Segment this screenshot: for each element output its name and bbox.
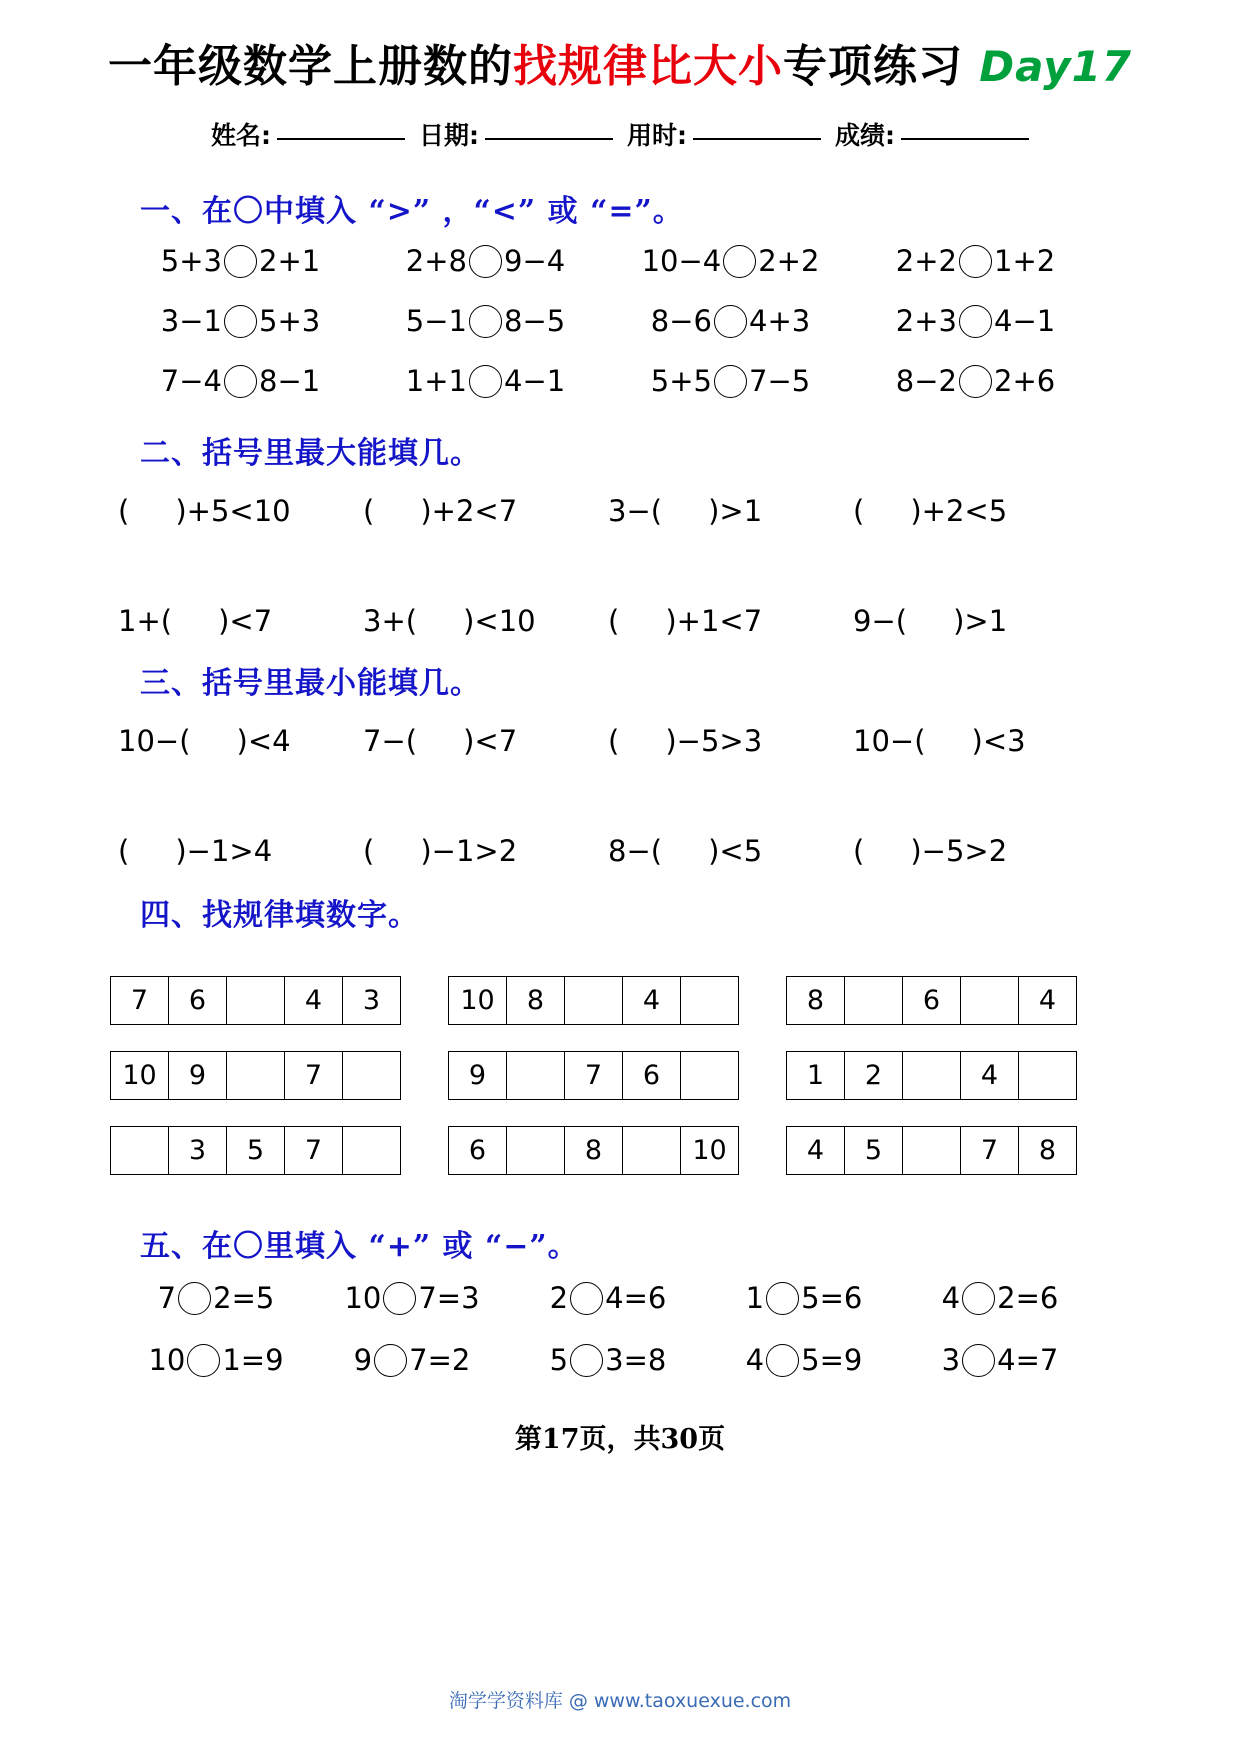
operand-left: 2 [549, 1281, 569, 1315]
expr-prefix: 8−( [608, 834, 663, 868]
pattern-grid-row [0, 1126, 1240, 1175]
operand-left: 3 [941, 1343, 961, 1377]
operand-right: 5=6 [801, 1281, 863, 1315]
answer-circle[interactable] [962, 1344, 995, 1377]
comparison-problem [902, 1281, 1098, 1315]
expr-prefix: 3−( [608, 494, 663, 528]
operand-right: 4=6 [605, 1281, 667, 1315]
operand-right: 5=9 [801, 1343, 863, 1377]
pattern-cell: 8 [565, 1127, 623, 1174]
pattern-cell-blank[interactable] [565, 977, 623, 1024]
operand-left: 10 [344, 1281, 382, 1315]
pattern-cell-blank[interactable] [343, 1052, 400, 1099]
section-4-heading: 四、找规律填数字。 [140, 898, 419, 933]
operand-left: 4 [745, 1343, 765, 1377]
expr-suffix: )<10 [463, 604, 536, 638]
answer-circle[interactable] [469, 305, 502, 338]
section-3-heading: 三、括号里最小能填几。 [140, 666, 481, 701]
answer-circle[interactable] [959, 245, 992, 278]
answer-circle[interactable] [714, 365, 747, 398]
name-field [211, 116, 405, 152]
operand-left: 1+1 [405, 364, 467, 398]
answer-circle[interactable] [570, 1344, 603, 1377]
expr-suffix: )−5>3 [665, 724, 763, 758]
fill-blank-problem [118, 494, 363, 528]
expr-suffix: )−1>4 [175, 834, 273, 868]
expr-prefix: 3+( [363, 604, 418, 638]
pattern-cell-blank[interactable] [227, 977, 285, 1024]
pattern-grid [110, 1126, 401, 1175]
watermark: 淘学学资料库 @ www.taoxuexue.com [448, 1690, 792, 1712]
operand-right: 7=3 [418, 1281, 480, 1315]
date-label: 日期: [419, 121, 479, 150]
pattern-grid [786, 1126, 1077, 1175]
pattern-cell: 6 [903, 977, 961, 1024]
pattern-cell-blank[interactable] [961, 977, 1019, 1024]
expr-suffix: )+1<7 [665, 604, 763, 638]
answer-circle[interactable] [187, 1344, 220, 1377]
pattern-grid [448, 1051, 739, 1100]
operand-right: 2+2 [758, 244, 820, 278]
expr-prefix: ( [118, 494, 130, 528]
pattern-grid [786, 976, 1077, 1025]
comparison-problem [118, 1343, 314, 1377]
time-label: 用时: [627, 121, 687, 150]
fill-blank-problem [853, 724, 1098, 758]
answer-circle[interactable] [766, 1344, 799, 1377]
pattern-cell: 4 [961, 1052, 1019, 1099]
answer-circle[interactable] [374, 1344, 407, 1377]
comparison-problem [853, 304, 1098, 338]
problem-row [0, 364, 1240, 398]
operand-right: 2+6 [994, 364, 1056, 398]
operand-left: 2+8 [405, 244, 467, 278]
pattern-cell: 10 [449, 977, 507, 1024]
comparison-problem [314, 1281, 510, 1315]
pattern-cell: 6 [623, 1052, 681, 1099]
operand-right: 4+3 [749, 304, 811, 338]
section-2 [0, 428, 1240, 638]
expr-suffix: )<5 [708, 834, 763, 868]
answer-circle[interactable] [714, 305, 747, 338]
comparison-problem [608, 244, 853, 278]
answer-circle[interactable] [959, 365, 992, 398]
expr-suffix: )+5<10 [175, 494, 291, 528]
problem-row [0, 1281, 1240, 1315]
fill-blank-problem [608, 834, 853, 868]
operand-right: 9−4 [504, 244, 566, 278]
expr-suffix: )+2<7 [420, 494, 518, 528]
answer-circle[interactable] [766, 1282, 799, 1315]
pattern-cell-blank[interactable] [845, 977, 903, 1024]
expr-suffix: )+2<5 [910, 494, 1008, 528]
comparison-problem [510, 1281, 706, 1315]
fill-blank-problem [118, 604, 363, 638]
section-5 [0, 1221, 1240, 1377]
pattern-cell: 9 [449, 1052, 507, 1099]
section-2-heading: 二、括号里最大能填几。 [140, 436, 481, 471]
answer-circle[interactable] [570, 1282, 603, 1315]
pattern-grid [448, 976, 739, 1025]
operand-left: 7−4 [160, 364, 222, 398]
comparison-problem [706, 1343, 902, 1377]
operand-left: 9 [353, 1343, 373, 1377]
pattern-cell: 10 [111, 1052, 169, 1099]
answer-circle[interactable] [469, 245, 502, 278]
fill-blank-problem [608, 724, 853, 758]
comparison-problem [363, 364, 608, 398]
operand-left: 5+5 [650, 364, 712, 398]
pattern-grid [110, 1051, 401, 1100]
expr-prefix: ( [608, 724, 620, 758]
comparison-problem [853, 244, 1098, 278]
pattern-cell-blank[interactable] [1019, 1052, 1076, 1099]
operand-right: 4−1 [994, 304, 1056, 338]
operand-right: 4−1 [504, 364, 566, 398]
pattern-cell-blank[interactable] [681, 1052, 738, 1099]
pattern-cell: 7 [285, 1052, 343, 1099]
operand-right: 4=7 [997, 1343, 1059, 1377]
operand-left: 7 [157, 1281, 177, 1315]
fill-blank-problem [853, 834, 1098, 868]
name-blank[interactable] [277, 137, 405, 140]
pattern-grid-row [0, 976, 1240, 1025]
score-blank[interactable] [901, 137, 1029, 140]
comparison-problem [118, 1281, 314, 1315]
score-label: 成绩: [835, 121, 895, 150]
fill-blank-problem [363, 494, 608, 528]
expr-suffix: )−1>2 [420, 834, 518, 868]
name-label: 姓名: [211, 121, 271, 150]
student-info-row [0, 116, 1240, 152]
expr-prefix: ( [853, 834, 865, 868]
problem-row [0, 724, 1240, 758]
problem-row [0, 604, 1240, 638]
operand-left: 10 [148, 1343, 186, 1377]
fill-blank-problem [853, 494, 1098, 528]
pattern-cell-blank[interactable] [227, 1052, 285, 1099]
expr-prefix: 1+( [118, 604, 173, 638]
pattern-cell: 4 [285, 977, 343, 1024]
section-1 [0, 186, 1240, 398]
problem-row [0, 244, 1240, 278]
operand-right: 1=9 [222, 1343, 284, 1377]
problem-row [0, 494, 1240, 528]
pattern-cell: 6 [449, 1127, 507, 1174]
operand-left: 4 [941, 1281, 961, 1315]
score-field [835, 116, 1029, 152]
pattern-cell: 8 [1038, 1135, 1057, 1166]
pattern-cell-blank[interactable] [623, 1127, 681, 1174]
operand-left: 8−6 [650, 304, 712, 338]
fill-blank-problem [853, 604, 1098, 638]
pattern-cell: 7 [285, 1127, 343, 1174]
expr-suffix: )>1 [708, 494, 763, 528]
expr-suffix: )<4 [236, 724, 291, 758]
operand-right: 7−5 [749, 364, 811, 398]
title-part-1: 一年级数学上册数的 [107, 41, 513, 92]
pattern-grid [448, 1126, 739, 1175]
comparison-problem [118, 364, 363, 398]
comparison-problem [608, 364, 853, 398]
pattern-cell-blank[interactable] [507, 1127, 565, 1174]
pattern-cell: 2 [845, 1052, 903, 1099]
expr-prefix: 7−( [363, 724, 418, 758]
section-5-heading: 五、在〇里填入 “+” 或 “−”。 [140, 1229, 579, 1264]
page-number: 第17页，共30页 [514, 1424, 726, 1455]
pattern-cell: 3 [362, 985, 381, 1016]
problem-row [0, 1343, 1240, 1377]
pattern-grid [110, 976, 401, 1025]
pattern-cell: 7 [565, 1052, 623, 1099]
page-title [0, 0, 1240, 94]
title-day-badge: Day17 [979, 42, 1133, 91]
pattern-grid-row [0, 1051, 1240, 1100]
pattern-cell-blank[interactable] [903, 1127, 961, 1174]
expr-suffix: )<7 [463, 724, 518, 758]
pattern-cell: 7 [111, 977, 169, 1024]
expr-prefix: ( [118, 834, 130, 868]
date-blank[interactable] [485, 137, 613, 140]
operand-right: 2=5 [213, 1281, 275, 1315]
operand-left: 5+3 [160, 244, 222, 278]
pattern-cell: 8 [787, 977, 845, 1024]
time-field [627, 116, 821, 152]
fill-blank-problem [118, 834, 363, 868]
fill-blank-problem [118, 724, 363, 758]
answer-circle[interactable] [383, 1282, 416, 1315]
operand-left: 3−1 [160, 304, 222, 338]
operand-right: 1+2 [994, 244, 1056, 278]
title-part-2: 专项练习 [782, 41, 963, 92]
operand-left: 10−4 [641, 244, 722, 278]
comparison-problem [510, 1343, 706, 1377]
answer-circle[interactable] [469, 365, 502, 398]
operand-right: 8−5 [504, 304, 566, 338]
pattern-cell: 10 [692, 1135, 727, 1166]
operand-left: 5 [549, 1343, 569, 1377]
operand-right: 7=2 [409, 1343, 471, 1377]
title-part-highlight: 找规律比大小 [512, 41, 783, 92]
expr-prefix: ( [363, 834, 375, 868]
operand-left: 2+3 [895, 304, 957, 338]
comparison-problem [118, 244, 363, 278]
fill-blank-problem [363, 604, 608, 638]
fill-blank-problem [608, 604, 853, 638]
pattern-cell: 9 [169, 1052, 227, 1099]
comparison-problem [902, 1343, 1098, 1377]
operand-left: 2+2 [895, 244, 957, 278]
section-4 [0, 890, 1240, 1175]
fill-blank-problem [363, 834, 608, 868]
operand-left: 8−2 [895, 364, 957, 398]
pattern-cell: 1 [787, 1052, 845, 1099]
expr-prefix: 10−( [118, 724, 191, 758]
operand-left: 1 [745, 1281, 765, 1315]
pattern-cell: 6 [169, 977, 227, 1024]
expr-prefix: ( [608, 604, 620, 638]
answer-circle[interactable] [723, 245, 756, 278]
operand-right: 3=8 [605, 1343, 667, 1377]
section-1-heading: 一、在〇中填入 “>” ，“<” 或 “=”。 [140, 194, 684, 229]
pattern-cell: 3 [169, 1127, 227, 1174]
pattern-cell-blank[interactable] [681, 977, 738, 1024]
answer-circle[interactable] [224, 245, 257, 278]
comparison-problem [853, 364, 1098, 398]
pattern-cell: 4 [787, 1127, 845, 1174]
comparison-problem [363, 244, 608, 278]
expr-prefix: ( [853, 494, 865, 528]
pattern-cell: 7 [961, 1127, 1019, 1174]
comparison-problem [363, 304, 608, 338]
expr-prefix: 9−( [853, 604, 908, 638]
pattern-cell-blank[interactable] [507, 1052, 565, 1099]
fill-blank-problem [363, 724, 608, 758]
pattern-cell-blank[interactable] [111, 1127, 169, 1174]
operand-right: 5+3 [259, 304, 321, 338]
pattern-cell: 4 [623, 977, 681, 1024]
expr-suffix: )>1 [953, 604, 1008, 638]
section-3 [0, 658, 1240, 868]
expr-suffix: )−5>2 [910, 834, 1008, 868]
operand-right: 2=6 [997, 1281, 1059, 1315]
comparison-problem [314, 1343, 510, 1377]
date-field [419, 116, 613, 152]
problem-row [0, 304, 1240, 338]
operand-right: 2+1 [259, 244, 321, 278]
answer-circle[interactable] [178, 1282, 211, 1315]
answer-circle[interactable] [224, 365, 257, 398]
pattern-grid [786, 1051, 1077, 1100]
answer-circle[interactable] [959, 305, 992, 338]
comparison-problem [118, 304, 363, 338]
comparison-problem [706, 1281, 902, 1315]
operand-left: 5−1 [405, 304, 467, 338]
answer-circle[interactable] [962, 1282, 995, 1315]
fill-blank-problem [608, 494, 853, 528]
problem-row [0, 834, 1240, 868]
pattern-cell: 4 [1038, 985, 1057, 1016]
time-blank[interactable] [693, 137, 821, 140]
expr-prefix: 10−( [853, 724, 926, 758]
operand-right: 8−1 [259, 364, 321, 398]
pattern-cell: 5 [227, 1127, 285, 1174]
pattern-cell: 5 [845, 1127, 903, 1174]
pattern-cell-blank[interactable] [343, 1127, 400, 1174]
pattern-cell: 8 [507, 977, 565, 1024]
pattern-cell-blank[interactable] [903, 1052, 961, 1099]
comparison-problem [608, 304, 853, 338]
expr-prefix: ( [363, 494, 375, 528]
answer-circle[interactable] [224, 305, 257, 338]
expr-suffix: )<7 [218, 604, 273, 638]
expr-suffix: )<3 [971, 724, 1026, 758]
